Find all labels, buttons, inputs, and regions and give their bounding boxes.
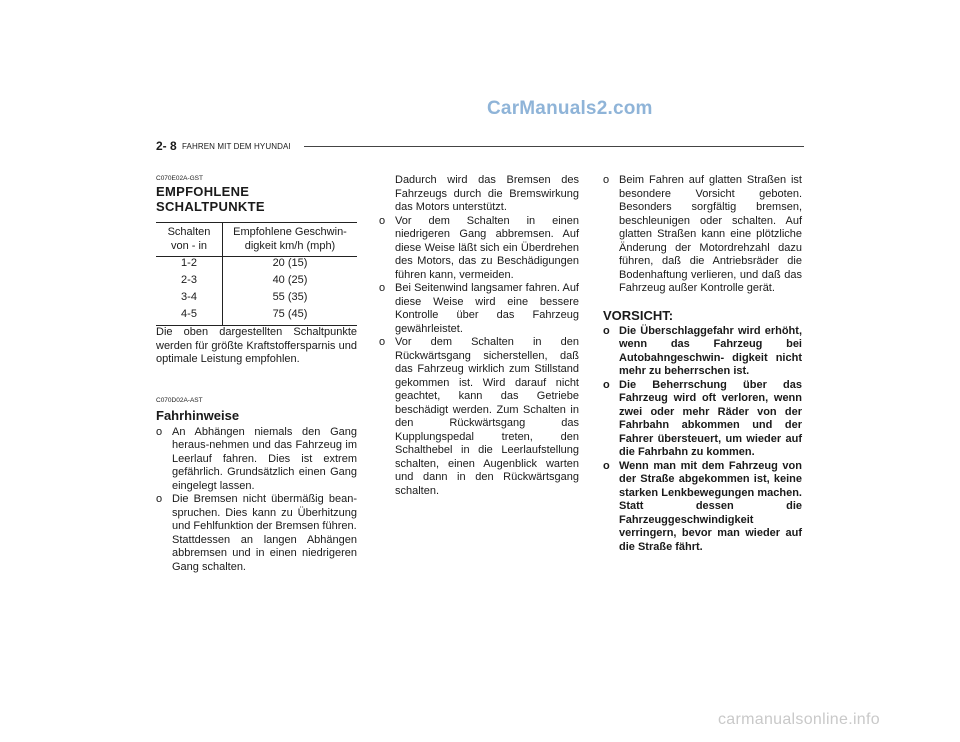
warning-box <box>603 308 802 555</box>
section-code-1: C070E02A-GST <box>156 175 203 182</box>
list-item <box>156 493 357 534</box>
bullet-marker: o <box>379 214 386 227</box>
bullet-marker: o <box>603 324 610 337</box>
table-cell-gear: 2-3 <box>156 274 223 291</box>
column-1-lower <box>156 326 357 574</box>
table-row <box>156 308 357 326</box>
bullet-marker: o <box>379 336 386 348</box>
section-title-1b: SCHALTPUNKTE <box>156 199 265 214</box>
table-header-row <box>156 223 357 257</box>
page-number: 2- 8 <box>156 139 177 153</box>
list-item-text: Beim Fahren auf glatten Straßen ist besondere Vorsicht geboten. Besonders sorgfältig bremsen, beschleunigen oder schalten. Auf glatten Straßen kann eine plötzliche Änderung der Motordrehzahl dazu führen, daß die Antriebsräder die Bodenhaftung verlieren, und daß das Fahrzeug außer Kontrolle gerät. <box>619 174 802 294</box>
list-item-text: Stattdessen an langen Abhängen abbremsen und in einen niedrigeren Gang schalten. <box>172 533 357 573</box>
bullet-marker: o <box>156 425 163 438</box>
warning-item <box>603 379 802 460</box>
table-cell-speed: 20 (15) <box>272 257 308 269</box>
warning-item-text: Wenn man mit dem Fahrzeug von der Straße abgekommen ist, keine starken Lenkbewegungen machen. Statt dessen die Fahrzeuggeschwindigkeit verringern, bevor man wieder auf die Straße fährt. <box>619 459 802 553</box>
shift-points-note: Die oben dargestellten Schaltpunkte werden für größte Kraftstoffersparnis und optimale Leistung empfohlen. <box>156 326 357 365</box>
table-row <box>156 257 357 275</box>
column-2 <box>379 174 579 498</box>
list-item <box>379 336 579 498</box>
header-rule <box>304 146 804 147</box>
intro-text: Dadurch wird das Bremsen des Fahrzeugs durch die Bremswirkung das Motors unterstützt. <box>395 174 579 213</box>
bullet-marker: o <box>603 378 610 391</box>
section-code-2: C070D02A-AST <box>156 396 203 404</box>
bullet-marker: o <box>603 174 610 186</box>
bullet-marker: o <box>379 282 386 294</box>
table-cell-gear: 1-2 <box>156 257 223 275</box>
table-cell-speed: 55 (35) <box>272 291 308 303</box>
section-name: FAHREN MIT DEM HYUNDAI <box>182 142 291 151</box>
bullet-marker: o <box>156 493 163 505</box>
watermark-logo-top: CarManuals2.com <box>487 98 653 119</box>
table-cell-gear: 4-5 <box>156 308 223 326</box>
table-header-gear: Schalten von - in <box>156 223 223 257</box>
list-item <box>156 426 357 494</box>
table-header-speed: Empfohlene Geschwin- digkeit km/h (mph) <box>223 223 358 257</box>
watermark-footer: carmanualsonline.info <box>718 711 880 728</box>
warning-title: VORSICHT: <box>603 307 674 323</box>
warning-item <box>603 325 802 379</box>
table-row <box>156 274 357 291</box>
list-item-text: Die Bremsen nicht übermäßig bean-spruchen. Dies kann zu Überhitzung und Fehlfunktion der Bremsen führen. <box>172 493 357 532</box>
section-title-1a: EMPFOHLENE <box>156 184 250 199</box>
warning-item-text: Die Überschlaggefahr wird erhöht, wenn das Fahrzeug bei Autobahngeschwin- digkeit nicht mehr zu beherrschen ist. <box>619 324 802 377</box>
list-item <box>379 215 579 283</box>
table-cell-speed: 40 (25) <box>272 274 308 286</box>
list-item-text: An Abhängen niemals den Gang heraus-nehmen und das Fahrzeug im Leerlauf fahren. Dies ist extrem gefährlich. Grundsätzlich einen Gang eingelegt lassen. <box>172 425 357 492</box>
warning-item-text: Die Beherrschung über das Fahrzeug wird oft verloren, wenn zwei oder mehr Räder von der Fahrbahn abkommen und der Fahrer übersteuert, um wieder auf die Fahrbahn zu kommen. <box>619 378 802 458</box>
table-row <box>156 291 357 308</box>
table-cell-speed: 75 (45) <box>223 308 358 326</box>
bullet-marker: o <box>603 459 610 472</box>
list-item-text: Bei Seitenwind langsamer fahren. Auf diese Weise wird eine bessere Kontrolle über das Fahrzeug gewährleistet. <box>395 282 579 335</box>
shift-points-table <box>156 222 357 326</box>
list-item-text: Vor dem Schalten in einen niedrigeren Gang abbremsen. Auf diese Weise läßt sich ein Überdrehen des Motors, das zu Beschädigungen führen kann, vermeiden. <box>395 214 579 281</box>
list-item-text: Vor dem Schalten in den Rückwärtsgang sicherstellen, daß das Fahrzeug wirklich zum Stillstand gekommen ist. Wird darauf nicht geachtet, kann das Getriebe beschädigt werden. Zum Schalten in den Rückwärtsgang das Kupplungspedal treten, den Schalthebel in die Leerlaufstellung schalten, einen Augenblick warten und dann in den Rückwärtsgang schalten. <box>395 336 579 497</box>
table-cell-gear: 3-4 <box>156 291 223 308</box>
section-title-2: Fahrhinweise <box>156 407 240 423</box>
column-1 <box>156 175 357 214</box>
list-item <box>603 174 802 296</box>
list-item <box>379 282 579 336</box>
column-3 <box>603 174 802 554</box>
list-item-continuation <box>156 534 357 575</box>
warning-item <box>603 460 802 555</box>
